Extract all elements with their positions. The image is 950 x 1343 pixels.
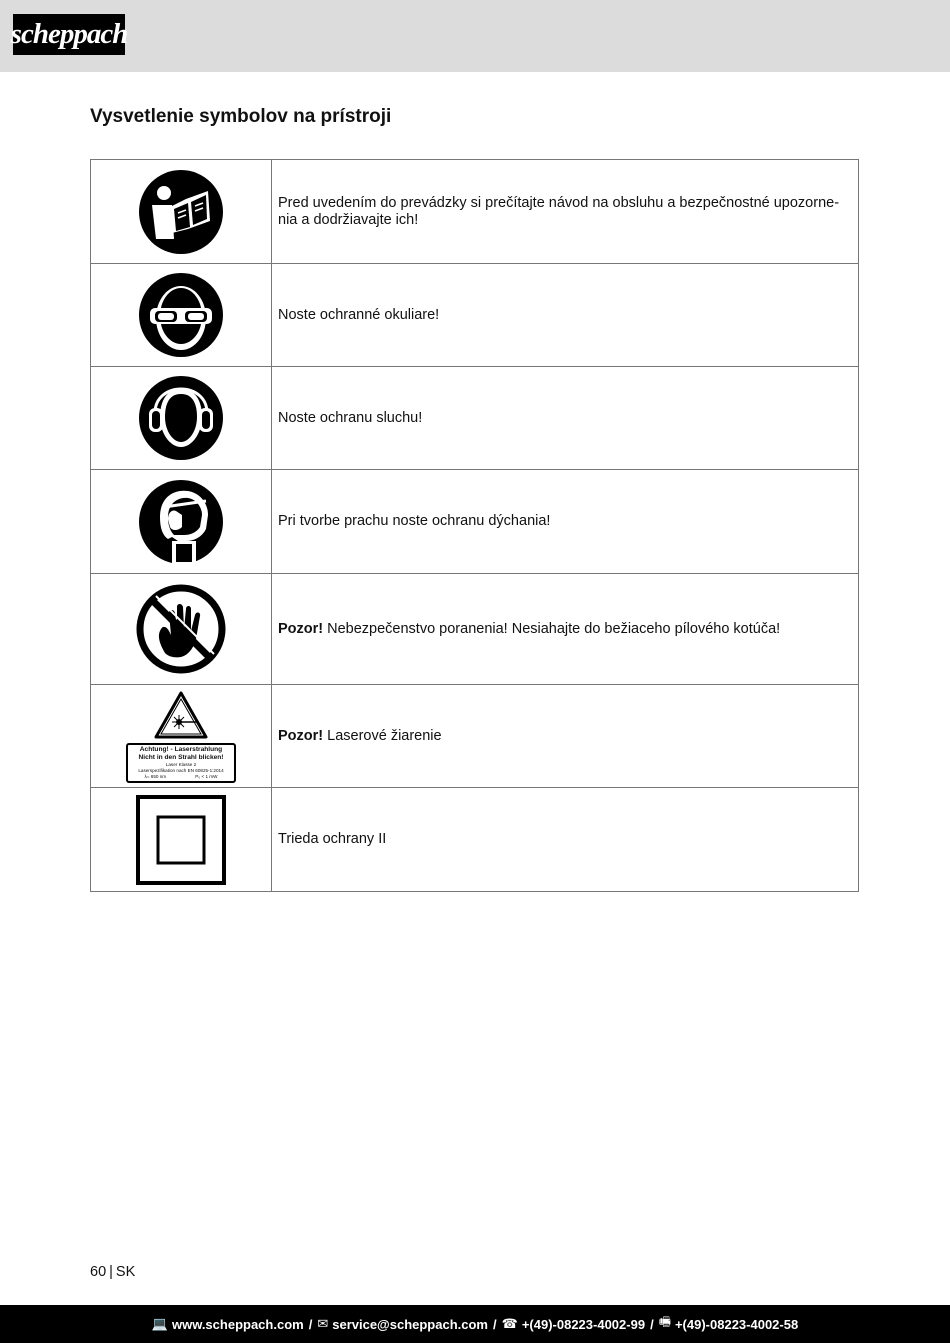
description-cell bbox=[272, 685, 859, 788]
protection-class-2-icon bbox=[135, 794, 227, 886]
page-language: SK bbox=[115, 1264, 136, 1280]
icon-cell bbox=[91, 367, 272, 470]
laser-label-line: Laserspezifikation nach EN 60825-1:2014 bbox=[138, 767, 224, 773]
warning-bold: Pozor! bbox=[278, 727, 324, 744]
page-title: Vysvetlenie symbolov na prístroji bbox=[90, 106, 392, 127]
page-separator: | bbox=[109, 1264, 113, 1280]
laser-label-line bbox=[130, 774, 232, 780]
symbols-table bbox=[90, 159, 859, 892]
table-row bbox=[91, 470, 859, 574]
footer-separator: / bbox=[308, 1316, 313, 1332]
laser-label-line: Nicht in den Strahl blicken! bbox=[138, 753, 224, 761]
laser-warning-icon bbox=[153, 690, 209, 740]
description-text: Noste ochranné okuliare! bbox=[278, 306, 440, 323]
computer-icon: 💻 bbox=[151, 1316, 168, 1331]
laser-wavelength: λ= 650 nm bbox=[144, 773, 167, 779]
footer-bar bbox=[0, 1305, 950, 1343]
footer-fax: +(49)-08223-4002-58 bbox=[674, 1316, 799, 1332]
laser-label-line: Laser Klasse 2 bbox=[165, 761, 197, 767]
description-text: Pri tvorbe prachu noste ochranu dýchania! bbox=[278, 513, 551, 529]
icon-cell bbox=[91, 160, 272, 264]
footer-separator: / bbox=[650, 1316, 654, 1332]
table-row bbox=[91, 574, 859, 685]
laser-info-label bbox=[126, 743, 236, 783]
laser-warning-sign bbox=[126, 690, 236, 783]
mail-icon: ✉ bbox=[317, 1316, 329, 1331]
description-text: Nebezpečenstvo poranenia! Nesiahajte do bežiaceho pílového kotúča! bbox=[323, 620, 781, 637]
footer-phone: +(49)-08223-4002-99 bbox=[521, 1316, 646, 1332]
footer-separator: / bbox=[493, 1316, 497, 1332]
icon-cell bbox=[91, 470, 272, 574]
description-cell bbox=[272, 264, 859, 367]
table-row bbox=[91, 685, 859, 788]
no-hands-icon bbox=[135, 583, 227, 675]
description-text: Trieda ochrany II bbox=[278, 831, 387, 847]
description-text: Noste ochranu sluchu! bbox=[278, 409, 423, 426]
icon-cell bbox=[91, 685, 272, 788]
description-cell bbox=[272, 470, 859, 574]
description-cell bbox=[272, 160, 859, 264]
laser-power: P₀ < 1 mW bbox=[195, 773, 218, 779]
respirator-icon bbox=[138, 479, 224, 565]
footer-email-link[interactable]: service@scheppach.com bbox=[332, 1316, 488, 1332]
ear-protection-icon bbox=[138, 375, 224, 461]
table-row bbox=[91, 788, 859, 892]
description-cell bbox=[272, 788, 859, 892]
warning-bold: Pozor! bbox=[278, 620, 324, 637]
scheppach-logo: scheppach bbox=[13, 14, 125, 55]
icon-cell bbox=[91, 788, 272, 892]
phone-icon: ☎ bbox=[501, 1316, 518, 1331]
description-text: Laserové žiarenie bbox=[323, 727, 442, 744]
page-number bbox=[90, 1264, 135, 1280]
icon-cell bbox=[91, 574, 272, 685]
read-manual-icon bbox=[138, 169, 224, 255]
laser-label-line: Achtung! - Laserstrahlung bbox=[139, 745, 223, 753]
fax-icon: 🖷 bbox=[658, 1314, 671, 1329]
footer-website-link[interactable]: www.scheppach.com bbox=[171, 1316, 304, 1332]
description-cell bbox=[272, 574, 859, 685]
icon-cell bbox=[91, 264, 272, 367]
page-number-value: 60 bbox=[90, 1264, 107, 1280]
safety-goggles-icon bbox=[138, 272, 224, 358]
table-row bbox=[91, 160, 859, 264]
table-row bbox=[91, 367, 859, 470]
table-row bbox=[91, 264, 859, 367]
description-cell bbox=[272, 367, 859, 470]
description-text: Pred uvedením do prevádzky si prečítajte návod na obsluhu a bezpečnostné upozorne-nia a dodržiavajte ich! bbox=[278, 194, 840, 228]
header-band bbox=[0, 0, 950, 72]
